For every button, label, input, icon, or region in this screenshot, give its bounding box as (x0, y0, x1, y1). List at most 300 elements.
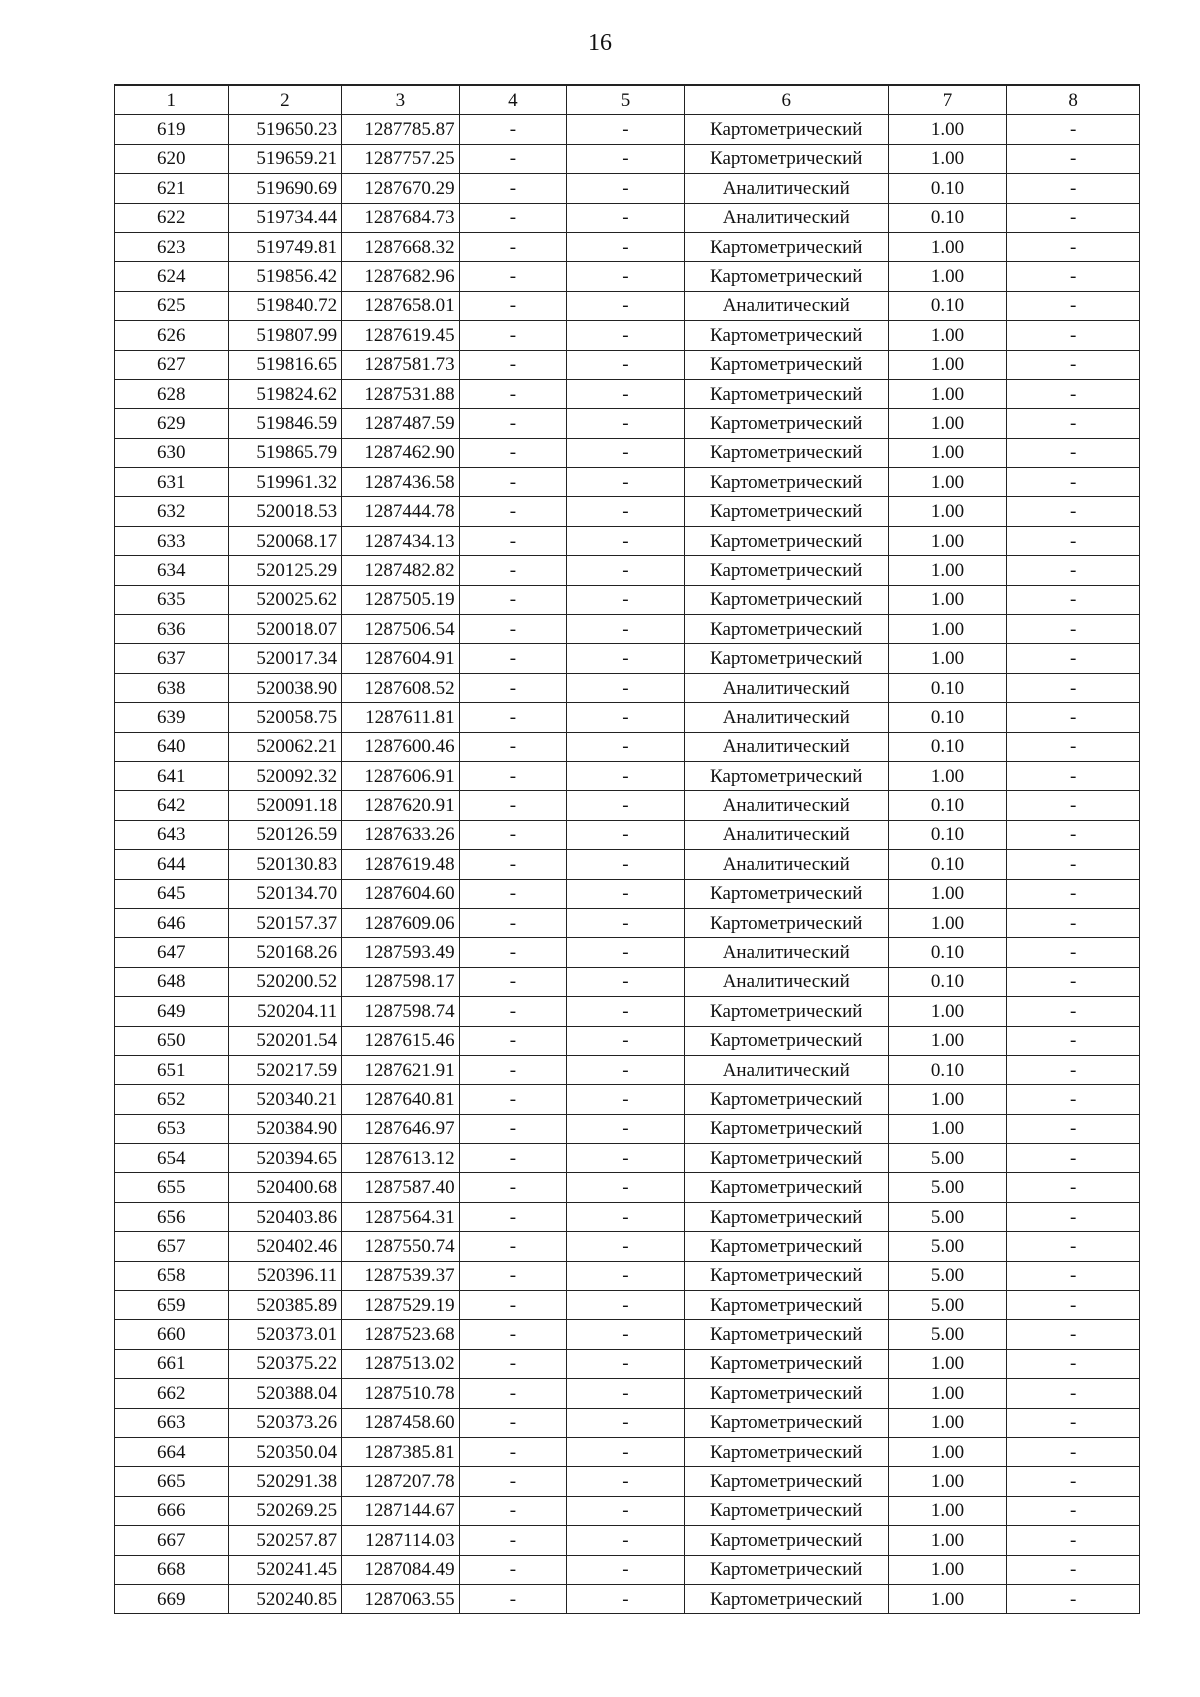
x-coordinate-cell: 520384.90 (228, 1114, 342, 1143)
x-coordinate-cell: 519659.21 (228, 144, 342, 173)
col5-cell: - (567, 468, 685, 497)
method-cell: Аналитический (684, 967, 888, 996)
accuracy-cell: 5.00 (888, 1320, 1007, 1349)
accuracy-cell: 1.00 (888, 321, 1007, 350)
col8-cell: - (1007, 1085, 1140, 1114)
method-cell: Аналитический (684, 174, 888, 203)
col8-cell: - (1007, 1232, 1140, 1261)
col4-cell: - (459, 908, 567, 937)
col5-cell: - (567, 1114, 685, 1143)
column-header: 4 (459, 85, 567, 115)
point-number-cell: 630 (115, 438, 229, 467)
y-coordinate-cell: 1287608.52 (342, 673, 460, 702)
y-coordinate-cell: 1287611.81 (342, 703, 460, 732)
column-header: 6 (684, 85, 888, 115)
y-coordinate-cell: 1287593.49 (342, 938, 460, 967)
col8-cell: - (1007, 1173, 1140, 1202)
point-number-cell: 653 (115, 1114, 229, 1143)
point-number-cell: 628 (115, 379, 229, 408)
col5-cell: - (567, 1555, 685, 1584)
method-cell: Картометрический (684, 585, 888, 614)
col4-cell: - (459, 967, 567, 996)
x-coordinate-cell: 520201.54 (228, 1026, 342, 1055)
accuracy-cell: 1.00 (888, 409, 1007, 438)
table-row (115, 1173, 1140, 1202)
col5-cell: - (567, 497, 685, 526)
y-coordinate-cell: 1287529.19 (342, 1291, 460, 1320)
y-coordinate-cell: 1287613.12 (342, 1144, 460, 1173)
point-number-cell: 652 (115, 1085, 229, 1114)
col5-cell: - (567, 1026, 685, 1055)
col5-cell: - (567, 232, 685, 261)
point-number-cell: 646 (115, 908, 229, 937)
method-cell: Картометрический (684, 350, 888, 379)
col5-cell: - (567, 203, 685, 232)
accuracy-cell: 1.00 (888, 908, 1007, 937)
col8-cell: - (1007, 526, 1140, 555)
x-coordinate-cell: 519807.99 (228, 321, 342, 350)
table-row (115, 350, 1140, 379)
point-number-cell: 621 (115, 174, 229, 203)
point-number-cell: 639 (115, 703, 229, 732)
accuracy-cell: 0.10 (888, 791, 1007, 820)
col5-cell: - (567, 850, 685, 879)
point-number-cell: 660 (115, 1320, 229, 1349)
page-number: 16 (588, 30, 612, 56)
accuracy-cell: 1.00 (888, 1408, 1007, 1437)
method-cell: Картометрический (684, 997, 888, 1026)
point-number-cell: 631 (115, 468, 229, 497)
col4-cell: - (459, 1144, 567, 1173)
method-cell: Картометрический (684, 1467, 888, 1496)
x-coordinate-cell: 519856.42 (228, 262, 342, 291)
col5-cell: - (567, 1291, 685, 1320)
col8-cell: - (1007, 703, 1140, 732)
y-coordinate-cell: 1287581.73 (342, 350, 460, 379)
col4-cell: - (459, 585, 567, 614)
point-number-cell: 635 (115, 585, 229, 614)
y-coordinate-cell: 1287539.37 (342, 1261, 460, 1290)
accuracy-cell: 1.00 (888, 1467, 1007, 1496)
x-coordinate-cell: 520373.26 (228, 1408, 342, 1437)
accuracy-cell: 1.00 (888, 115, 1007, 144)
col5-cell: - (567, 1085, 685, 1114)
col4-cell: - (459, 1026, 567, 1055)
method-cell: Картометрический (684, 321, 888, 350)
col8-cell: - (1007, 1437, 1140, 1466)
accuracy-cell: 1.00 (888, 1114, 1007, 1143)
accuracy-cell: 1.00 (888, 1379, 1007, 1408)
x-coordinate-cell: 519865.79 (228, 438, 342, 467)
table-row (115, 262, 1140, 291)
col4-cell: - (459, 879, 567, 908)
point-number-cell: 655 (115, 1173, 229, 1202)
x-coordinate-cell: 520125.29 (228, 556, 342, 585)
col8-cell: - (1007, 291, 1140, 320)
col4-cell: - (459, 232, 567, 261)
col5-cell: - (567, 997, 685, 1026)
method-cell: Картометрический (684, 908, 888, 937)
accuracy-cell: 1.00 (888, 1584, 1007, 1613)
col5-cell: - (567, 1055, 685, 1084)
y-coordinate-cell: 1287550.74 (342, 1232, 460, 1261)
accuracy-cell: 5.00 (888, 1144, 1007, 1173)
x-coordinate-cell: 519824.62 (228, 379, 342, 408)
col8-cell: - (1007, 1379, 1140, 1408)
table-row (115, 879, 1140, 908)
point-number-cell: 632 (115, 497, 229, 526)
accuracy-cell: 1.00 (888, 350, 1007, 379)
y-coordinate-cell: 1287615.46 (342, 1026, 460, 1055)
col5-cell: - (567, 732, 685, 761)
table-row (115, 1144, 1140, 1173)
point-number-cell: 650 (115, 1026, 229, 1055)
col8-cell: - (1007, 203, 1140, 232)
col5-cell: - (567, 1320, 685, 1349)
table-row (115, 115, 1140, 144)
y-coordinate-cell: 1287785.87 (342, 115, 460, 144)
x-coordinate-cell: 520058.75 (228, 703, 342, 732)
x-coordinate-cell: 520018.53 (228, 497, 342, 526)
method-cell: Аналитический (684, 850, 888, 879)
point-number-cell: 669 (115, 1584, 229, 1613)
y-coordinate-cell: 1287646.97 (342, 1114, 460, 1143)
col8-cell: - (1007, 761, 1140, 790)
table-row (115, 321, 1140, 350)
col4-cell: - (459, 321, 567, 350)
method-cell: Картометрический (684, 232, 888, 261)
y-coordinate-cell: 1287385.81 (342, 1437, 460, 1466)
method-cell: Картометрический (684, 1437, 888, 1466)
col5-cell: - (567, 115, 685, 144)
col5-cell: - (567, 556, 685, 585)
col4-cell: - (459, 497, 567, 526)
x-coordinate-cell: 519816.65 (228, 350, 342, 379)
col4-cell: - (459, 673, 567, 702)
col8-cell: - (1007, 409, 1140, 438)
method-cell: Картометрический (684, 1144, 888, 1173)
table-row (115, 526, 1140, 555)
col4-cell: - (459, 144, 567, 173)
accuracy-cell: 1.00 (888, 1526, 1007, 1555)
col4-cell: - (459, 468, 567, 497)
point-number-cell: 662 (115, 1379, 229, 1408)
col5-cell: - (567, 703, 685, 732)
col5-cell: - (567, 379, 685, 408)
col4-cell: - (459, 615, 567, 644)
col5-cell: - (567, 761, 685, 790)
col5-cell: - (567, 938, 685, 967)
table-row (115, 1085, 1140, 1114)
col4-cell: - (459, 732, 567, 761)
method-cell: Картометрический (684, 1026, 888, 1055)
method-cell: Картометрический (684, 556, 888, 585)
method-cell: Картометрический (684, 1555, 888, 1584)
y-coordinate-cell: 1287658.01 (342, 291, 460, 320)
point-number-cell: 667 (115, 1526, 229, 1555)
point-number-cell: 666 (115, 1496, 229, 1525)
x-coordinate-cell: 520375.22 (228, 1349, 342, 1378)
point-number-cell: 626 (115, 321, 229, 350)
col4-cell: - (459, 1584, 567, 1613)
col5-cell: - (567, 908, 685, 937)
table-row (115, 409, 1140, 438)
point-number-cell: 642 (115, 791, 229, 820)
accuracy-cell: 0.10 (888, 291, 1007, 320)
point-number-cell: 661 (115, 1349, 229, 1378)
table-row (115, 1026, 1140, 1055)
point-number-cell: 637 (115, 644, 229, 673)
col8-cell: - (1007, 1291, 1140, 1320)
point-number-cell: 645 (115, 879, 229, 908)
method-cell: Картометрический (684, 644, 888, 673)
point-number-cell: 649 (115, 997, 229, 1026)
col4-cell: - (459, 644, 567, 673)
method-cell: Картометрический (684, 497, 888, 526)
col8-cell: - (1007, 615, 1140, 644)
column-header: 3 (342, 85, 460, 115)
accuracy-cell: 1.00 (888, 497, 1007, 526)
col8-cell: - (1007, 1526, 1140, 1555)
point-number-cell: 657 (115, 1232, 229, 1261)
x-coordinate-cell: 519734.44 (228, 203, 342, 232)
point-number-cell: 659 (115, 1291, 229, 1320)
col4-cell: - (459, 703, 567, 732)
y-coordinate-cell: 1287598.17 (342, 967, 460, 996)
x-coordinate-cell: 520396.11 (228, 1261, 342, 1290)
table-row (115, 1055, 1140, 1084)
col8-cell: - (1007, 1320, 1140, 1349)
x-coordinate-cell: 520025.62 (228, 585, 342, 614)
method-cell: Картометрический (684, 1349, 888, 1378)
point-number-cell: 627 (115, 350, 229, 379)
x-coordinate-cell: 520157.37 (228, 908, 342, 937)
x-coordinate-cell: 520269.25 (228, 1496, 342, 1525)
method-cell: Картометрический (684, 1085, 888, 1114)
method-cell: Картометрический (684, 1408, 888, 1437)
col4-cell: - (459, 350, 567, 379)
col8-cell: - (1007, 585, 1140, 614)
table-row (115, 144, 1140, 173)
col4-cell: - (459, 1320, 567, 1349)
table-row (115, 438, 1140, 467)
y-coordinate-cell: 1287513.02 (342, 1349, 460, 1378)
x-coordinate-cell: 520388.04 (228, 1379, 342, 1408)
y-coordinate-cell: 1287668.32 (342, 232, 460, 261)
col5-cell: - (567, 291, 685, 320)
table-row (115, 1320, 1140, 1349)
table-row (115, 1437, 1140, 1466)
accuracy-cell: 1.00 (888, 761, 1007, 790)
col4-cell: - (459, 1232, 567, 1261)
col8-cell: - (1007, 967, 1140, 996)
point-number-cell: 634 (115, 556, 229, 585)
method-cell: Картометрический (684, 115, 888, 144)
col8-cell: - (1007, 879, 1140, 908)
col4-cell: - (459, 1261, 567, 1290)
col4-cell: - (459, 938, 567, 967)
y-coordinate-cell: 1287436.58 (342, 468, 460, 497)
method-cell: Картометрический (684, 879, 888, 908)
accuracy-cell: 5.00 (888, 1291, 1007, 1320)
method-cell: Картометрический (684, 1232, 888, 1261)
point-number-cell: 658 (115, 1261, 229, 1290)
x-coordinate-cell: 520217.59 (228, 1055, 342, 1084)
table-row (115, 291, 1140, 320)
x-coordinate-cell: 520126.59 (228, 820, 342, 849)
accuracy-cell: 0.10 (888, 938, 1007, 967)
y-coordinate-cell: 1287682.96 (342, 262, 460, 291)
y-coordinate-cell: 1287487.59 (342, 409, 460, 438)
col5-cell: - (567, 262, 685, 291)
point-number-cell: 663 (115, 1408, 229, 1437)
col4-cell: - (459, 1555, 567, 1584)
x-coordinate-cell: 520091.18 (228, 791, 342, 820)
x-coordinate-cell: 519961.32 (228, 468, 342, 497)
col8-cell: - (1007, 144, 1140, 173)
col5-cell: - (567, 1496, 685, 1525)
table-row (115, 1114, 1140, 1143)
col8-cell: - (1007, 850, 1140, 879)
y-coordinate-cell: 1287434.13 (342, 526, 460, 555)
x-coordinate-cell: 520200.52 (228, 967, 342, 996)
point-number-cell: 656 (115, 1202, 229, 1231)
x-coordinate-cell: 519846.59 (228, 409, 342, 438)
y-coordinate-cell: 1287114.03 (342, 1526, 460, 1555)
method-cell: Аналитический (684, 203, 888, 232)
y-coordinate-cell: 1287620.91 (342, 791, 460, 820)
accuracy-cell: 0.10 (888, 967, 1007, 996)
col4-cell: - (459, 1496, 567, 1525)
table-row (115, 203, 1140, 232)
y-coordinate-cell: 1287510.78 (342, 1379, 460, 1408)
accuracy-cell: 1.00 (888, 1555, 1007, 1584)
point-number-cell: 619 (115, 115, 229, 144)
table-header-row (115, 85, 1140, 115)
point-number-cell: 668 (115, 1555, 229, 1584)
col8-cell: - (1007, 997, 1140, 1026)
point-number-cell: 647 (115, 938, 229, 967)
coordinates-table (114, 84, 1140, 1614)
table-row (115, 820, 1140, 849)
accuracy-cell: 1.00 (888, 585, 1007, 614)
col8-cell: - (1007, 1467, 1140, 1496)
accuracy-cell: 1.00 (888, 379, 1007, 408)
accuracy-cell: 5.00 (888, 1232, 1007, 1261)
accuracy-cell: 0.10 (888, 673, 1007, 702)
col4-cell: - (459, 379, 567, 408)
accuracy-cell: 1.00 (888, 1437, 1007, 1466)
col4-cell: - (459, 1408, 567, 1437)
table-row (115, 791, 1140, 820)
x-coordinate-cell: 520373.01 (228, 1320, 342, 1349)
column-header: 1 (115, 85, 229, 115)
col8-cell: - (1007, 1349, 1140, 1378)
point-number-cell: 620 (115, 144, 229, 173)
accuracy-cell: 1.00 (888, 1026, 1007, 1055)
col5-cell: - (567, 438, 685, 467)
point-number-cell: 665 (115, 1467, 229, 1496)
col4-cell: - (459, 1467, 567, 1496)
point-number-cell: 640 (115, 732, 229, 761)
col8-cell: - (1007, 1026, 1140, 1055)
method-cell: Картометрический (684, 438, 888, 467)
table-row (115, 938, 1140, 967)
col8-cell: - (1007, 1114, 1140, 1143)
col4-cell: - (459, 850, 567, 879)
accuracy-cell: 0.10 (888, 1055, 1007, 1084)
method-cell: Картометрический (684, 144, 888, 173)
point-number-cell: 643 (115, 820, 229, 849)
accuracy-cell: 1.00 (888, 438, 1007, 467)
col5-cell: - (567, 615, 685, 644)
col8-cell: - (1007, 1261, 1140, 1290)
y-coordinate-cell: 1287684.73 (342, 203, 460, 232)
method-cell: Картометрический (684, 1320, 888, 1349)
method-cell: Картометрический (684, 615, 888, 644)
y-coordinate-cell: 1287633.26 (342, 820, 460, 849)
col8-cell: - (1007, 262, 1140, 291)
table-row (115, 497, 1140, 526)
y-coordinate-cell: 1287531.88 (342, 379, 460, 408)
col5-cell: - (567, 1261, 685, 1290)
accuracy-cell: 1.00 (888, 615, 1007, 644)
table-body (115, 85, 1140, 1614)
table-row (115, 615, 1140, 644)
x-coordinate-cell: 520257.87 (228, 1526, 342, 1555)
x-coordinate-cell: 520018.07 (228, 615, 342, 644)
x-coordinate-cell: 519749.81 (228, 232, 342, 261)
column-header: 7 (888, 85, 1007, 115)
col8-cell: - (1007, 908, 1140, 937)
method-cell: Аналитический (684, 1055, 888, 1084)
col5-cell: - (567, 1202, 685, 1231)
y-coordinate-cell: 1287619.45 (342, 321, 460, 350)
method-cell: Картометрический (684, 761, 888, 790)
col4-cell: - (459, 115, 567, 144)
col5-cell: - (567, 1173, 685, 1202)
col8-cell: - (1007, 791, 1140, 820)
table-row (115, 1467, 1140, 1496)
point-number-cell: 624 (115, 262, 229, 291)
table-row (115, 232, 1140, 261)
col4-cell: - (459, 1055, 567, 1084)
col4-cell: - (459, 556, 567, 585)
col4-cell: - (459, 1526, 567, 1555)
x-coordinate-cell: 520394.65 (228, 1144, 342, 1173)
y-coordinate-cell: 1287462.90 (342, 438, 460, 467)
table-row (115, 1291, 1140, 1320)
col8-cell: - (1007, 1555, 1140, 1584)
column-header: 5 (567, 85, 685, 115)
table-row (115, 1526, 1140, 1555)
y-coordinate-cell: 1287670.29 (342, 174, 460, 203)
x-coordinate-cell: 520134.70 (228, 879, 342, 908)
col5-cell: - (567, 144, 685, 173)
col4-cell: - (459, 761, 567, 790)
y-coordinate-cell: 1287621.91 (342, 1055, 460, 1084)
col5-cell: - (567, 1437, 685, 1466)
accuracy-cell: 1.00 (888, 526, 1007, 555)
accuracy-cell: 5.00 (888, 1261, 1007, 1290)
y-coordinate-cell: 1287600.46 (342, 732, 460, 761)
point-number-cell: 636 (115, 615, 229, 644)
col4-cell: - (459, 1202, 567, 1231)
accuracy-cell: 1.00 (888, 997, 1007, 1026)
x-coordinate-cell: 520241.45 (228, 1555, 342, 1584)
y-coordinate-cell: 1287640.81 (342, 1085, 460, 1114)
method-cell: Картометрический (684, 1584, 888, 1613)
